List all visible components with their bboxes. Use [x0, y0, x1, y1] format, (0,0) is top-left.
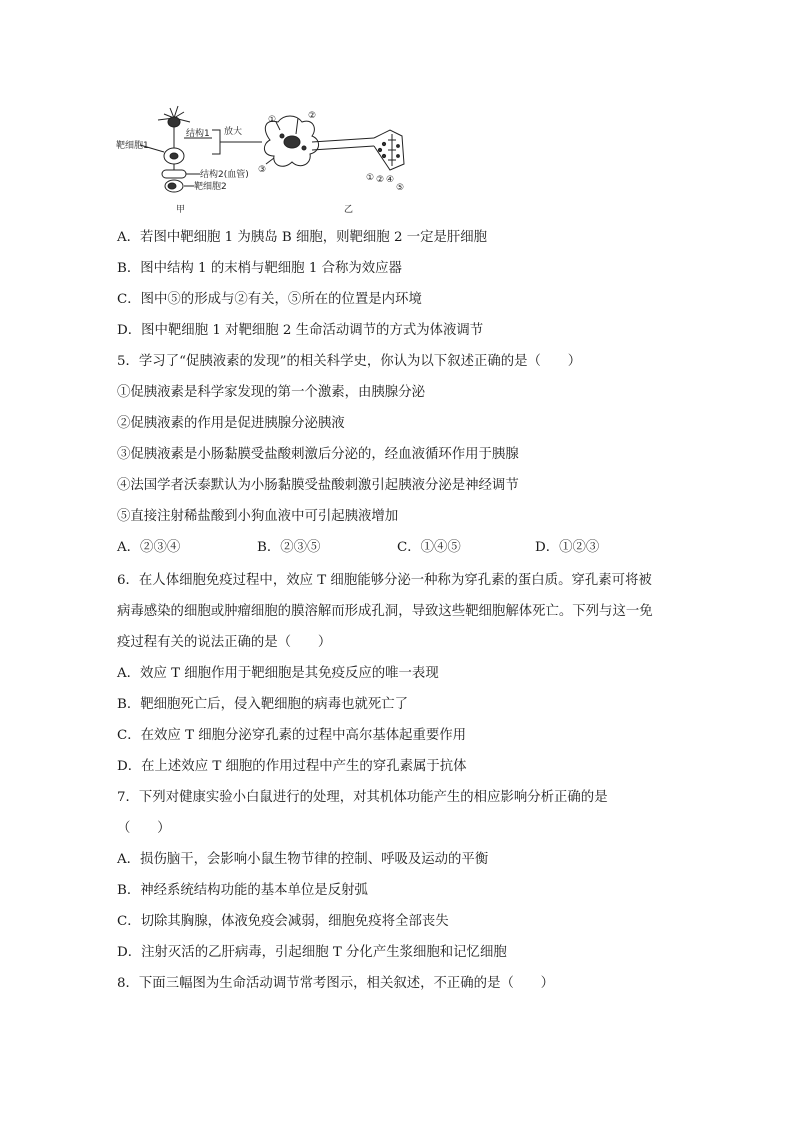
- q5-stem: 5．学习了“促胰液素的发现”的相关科学史，你认为以下叙述正确的是（ ）: [117, 354, 582, 369]
- label-structure-2: 结构2(血管): [200, 170, 249, 180]
- label-n2: ②: [308, 111, 317, 121]
- q5-option-b: B．②③⑤: [257, 540, 321, 555]
- q5-item-1: ①促胰液素是科学家发现的第一个激素，由胰腺分泌: [117, 385, 425, 400]
- label-n5: ⑤: [396, 183, 405, 193]
- q4-option-d: D．图中靶细胞 1 对靶细胞 2 生命活动调节的方式为体液调节: [117, 323, 484, 338]
- label-yi: 乙: [344, 205, 354, 215]
- label-n1: ①: [268, 115, 277, 125]
- label-enlarge: 放大: [224, 127, 243, 137]
- q6-option-b: B．靶细胞死亡后，侵入靶细胞的病毒也就死亡了: [117, 697, 409, 712]
- q6-option-d: D．在上述效应 T 细胞的作用过程中产生的穿孔素属于抗体: [117, 759, 467, 774]
- q5-option-d: D．①②③: [535, 540, 600, 555]
- neuron-diagram: [112, 100, 412, 216]
- q6-stem-line-3: 疫过程有关的说法正确的是（ ）: [117, 635, 332, 650]
- q5-item-3: ③促胰液素是小肠黏膜受盐酸刺激后分泌的，经血液循环作用于胰腺: [117, 447, 519, 462]
- q4-option-b: B．图中结构 1 的末梢与靶细胞 1 合称为效应器: [117, 261, 402, 276]
- label-target-cell-1: 靶细胞1: [116, 141, 149, 151]
- label-n2b: ②: [376, 175, 385, 185]
- q6-option-a: A．效应 T 细胞作用于靶细胞是其免疫反应的唯一表现: [117, 666, 439, 681]
- q6-stem-line-1: 6．在人体细胞免疫过程中，效应 T 细胞能够分泌一种称为穿孔素的蛋白质。穿孔素可将被: [117, 573, 652, 588]
- q4-option-a: A．若图中靶细胞 1 为胰岛 B 细胞，则靶细胞 2 一定是肝细胞: [117, 230, 488, 245]
- q7-stem-line-2: （ ）: [117, 821, 171, 836]
- q6-stem-line-2: 病毒感染的细胞或肿瘤细胞的膜溶解而形成孔洞，导致这些靶细胞解体死亡。下列与这一免: [117, 604, 653, 619]
- label-n3: ③: [258, 165, 267, 175]
- q5-item-5: ⑤直接注射稀盐酸到小狗血液中可引起胰液增加: [117, 509, 399, 524]
- q7-option-d: D．注射灭活的乙肝病毒，引起细胞 T 分化产生浆细胞和记忆细胞: [117, 945, 507, 960]
- q6-option-c: C．在效应 T 细胞分泌穿孔素的过程中高尔基体起重要作用: [117, 728, 467, 743]
- q7-option-b: B．神经系统结构功能的基本单位是反射弧: [117, 883, 368, 898]
- q5-item-4: ④法国学者沃泰默认为小肠黏膜受盐酸刺激引起胰液分泌是神经调节: [117, 478, 519, 493]
- question-figure: [112, 100, 412, 216]
- q7-stem-line-1: 7．下列对健康实验小白鼠进行的处理，对其机体功能产生的相应影响分析正确的是: [117, 790, 608, 805]
- q5-option-c: C．①④⑤: [397, 540, 461, 555]
- label-n1b: ①: [366, 173, 375, 183]
- label-n4: ④: [386, 175, 395, 185]
- q7-option-a: A．损伤脑干，会影响小鼠生物节律的控制、呼吸及运动的平衡: [117, 852, 489, 867]
- q5-options: [117, 539, 677, 557]
- label-jia: 甲: [176, 205, 186, 215]
- q8-stem: 8．下面三幅图为生命活动调节常考图示，相关叙述，不正确的是（ ）: [117, 976, 555, 991]
- label-structure-1: 结构1: [186, 129, 210, 139]
- q5-item-2: ②促胰液素的作用是促进胰腺分泌胰液: [117, 416, 345, 431]
- label-target-cell-2: 靶细胞2: [194, 182, 227, 192]
- q5-option-a: A．②③④: [117, 540, 181, 555]
- q4-option-c: C．图中⑤的形成与②有关，⑤所在的位置是内环境: [117, 292, 422, 307]
- q7-option-c: C．切除其胸腺，体液免疫会减弱，细胞免疫将全部丧失: [117, 914, 449, 929]
